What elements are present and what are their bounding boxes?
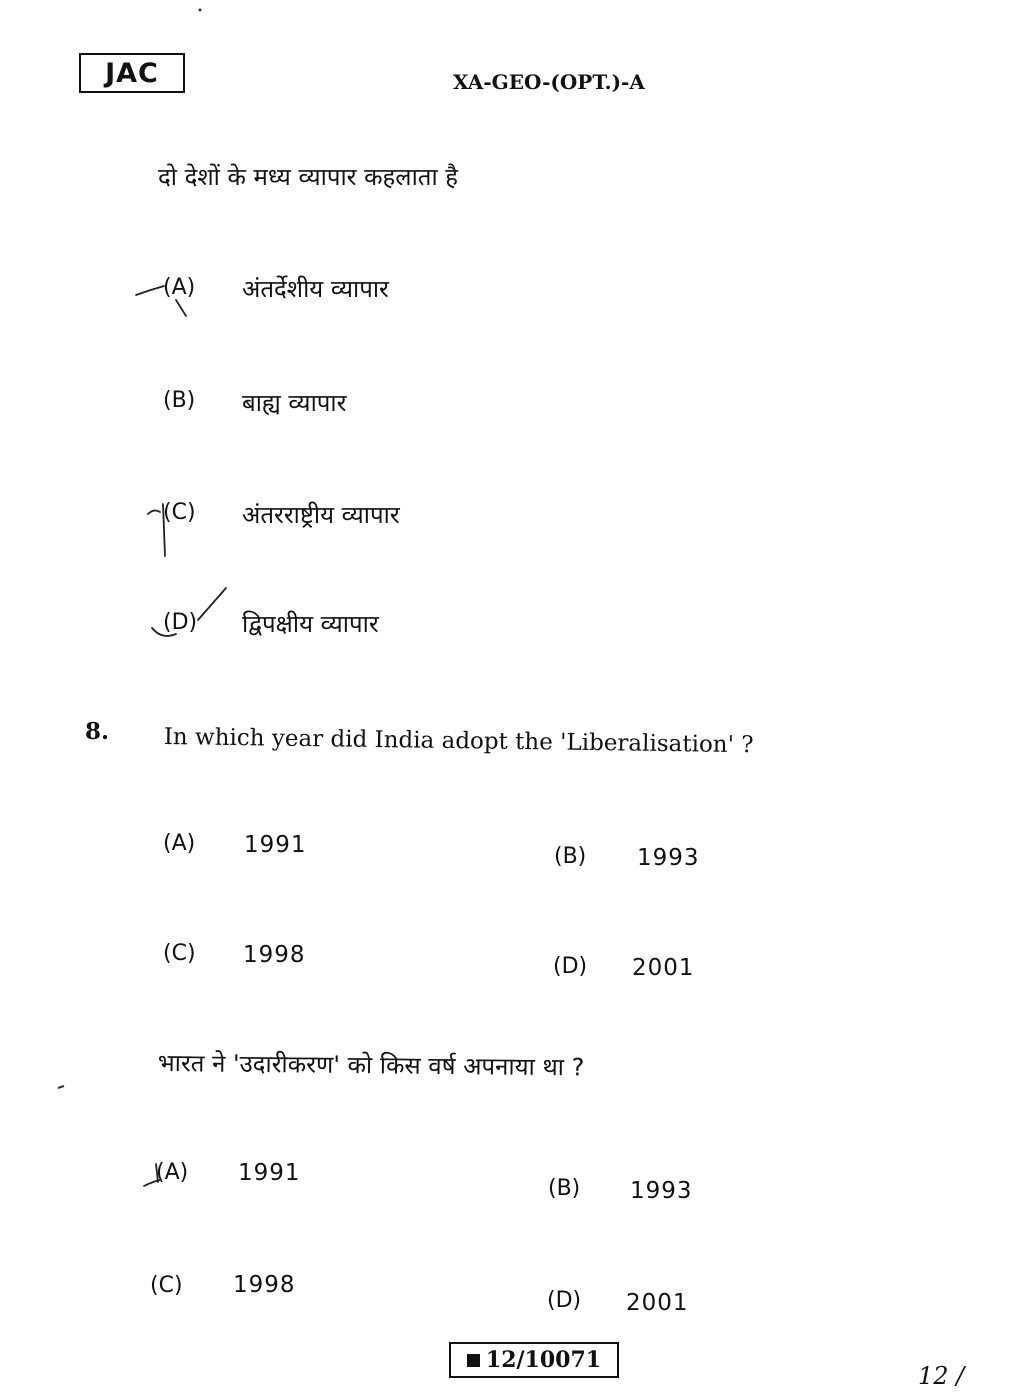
square-bullet-icon [467,1354,480,1367]
q8-en-option-b-value: 1993 [637,845,700,871]
question-8-hindi: भारत ने 'उदारीकरण' को किस वर्ष अपनाया था ? [157,1048,585,1082]
serial-box [449,1342,619,1378]
q7-option-b-text: बाह्य व्यापार [242,389,347,417]
stray-dot [199,9,202,12]
q7-option-d-text: द्विपक्षीय व्यापार [242,610,379,638]
q8-en-option-b-label: (B) [554,844,587,869]
serial-number: 12/10071 [485,1347,602,1373]
q7-option-a-text: अंतर्देशीय व्यापार [242,275,389,303]
q8-en-option-a-value: 1991 [244,832,307,858]
question-7-hindi: दो देशों के मध्य व्यापार कहलाता है [158,163,459,191]
q8-hi-option-b-label: (B) [548,1176,581,1201]
paper-code: XA-GEO-(OPT.)-A [453,70,645,94]
q8-hi-option-d-label: (D) [547,1288,582,1313]
q7-option-d-label: (D) [163,610,198,635]
q8-en-option-d-value: 2001 [632,955,695,981]
q7-option-b-label: (B) [163,388,196,413]
q8-hi-option-b-value: 1993 [630,1178,693,1204]
question-8-number: 8. [85,718,110,745]
q8-en-option-c-value: 1998 [243,942,306,968]
q8-hi-option-d-value: 2001 [626,1290,689,1316]
q8-hi-option-a-value: 1991 [238,1160,301,1186]
q7-option-a-label: (A) [163,275,196,300]
q8-en-option-a-label: (A) [163,831,196,856]
stray-dash [58,1086,64,1088]
q8-en-option-c-label: (C) [163,941,196,966]
question-8-english: In which year did India adopt the 'Liberalisation' ? [163,724,754,759]
q7-option-c-text: अंतरराष्ट्रीय व्यापार [242,501,400,529]
q8-hi-option-c-value: 1998 [233,1272,296,1298]
q8-hi-option-c-label: (C) [150,1273,183,1298]
page-number: 12 / [918,1362,965,1390]
board-label: JAC [79,53,185,93]
q8-en-option-d-label: (D) [553,954,588,979]
q7-option-c-label: (C) [163,500,196,525]
q8-hi-option-a-label: (A) [156,1160,189,1185]
